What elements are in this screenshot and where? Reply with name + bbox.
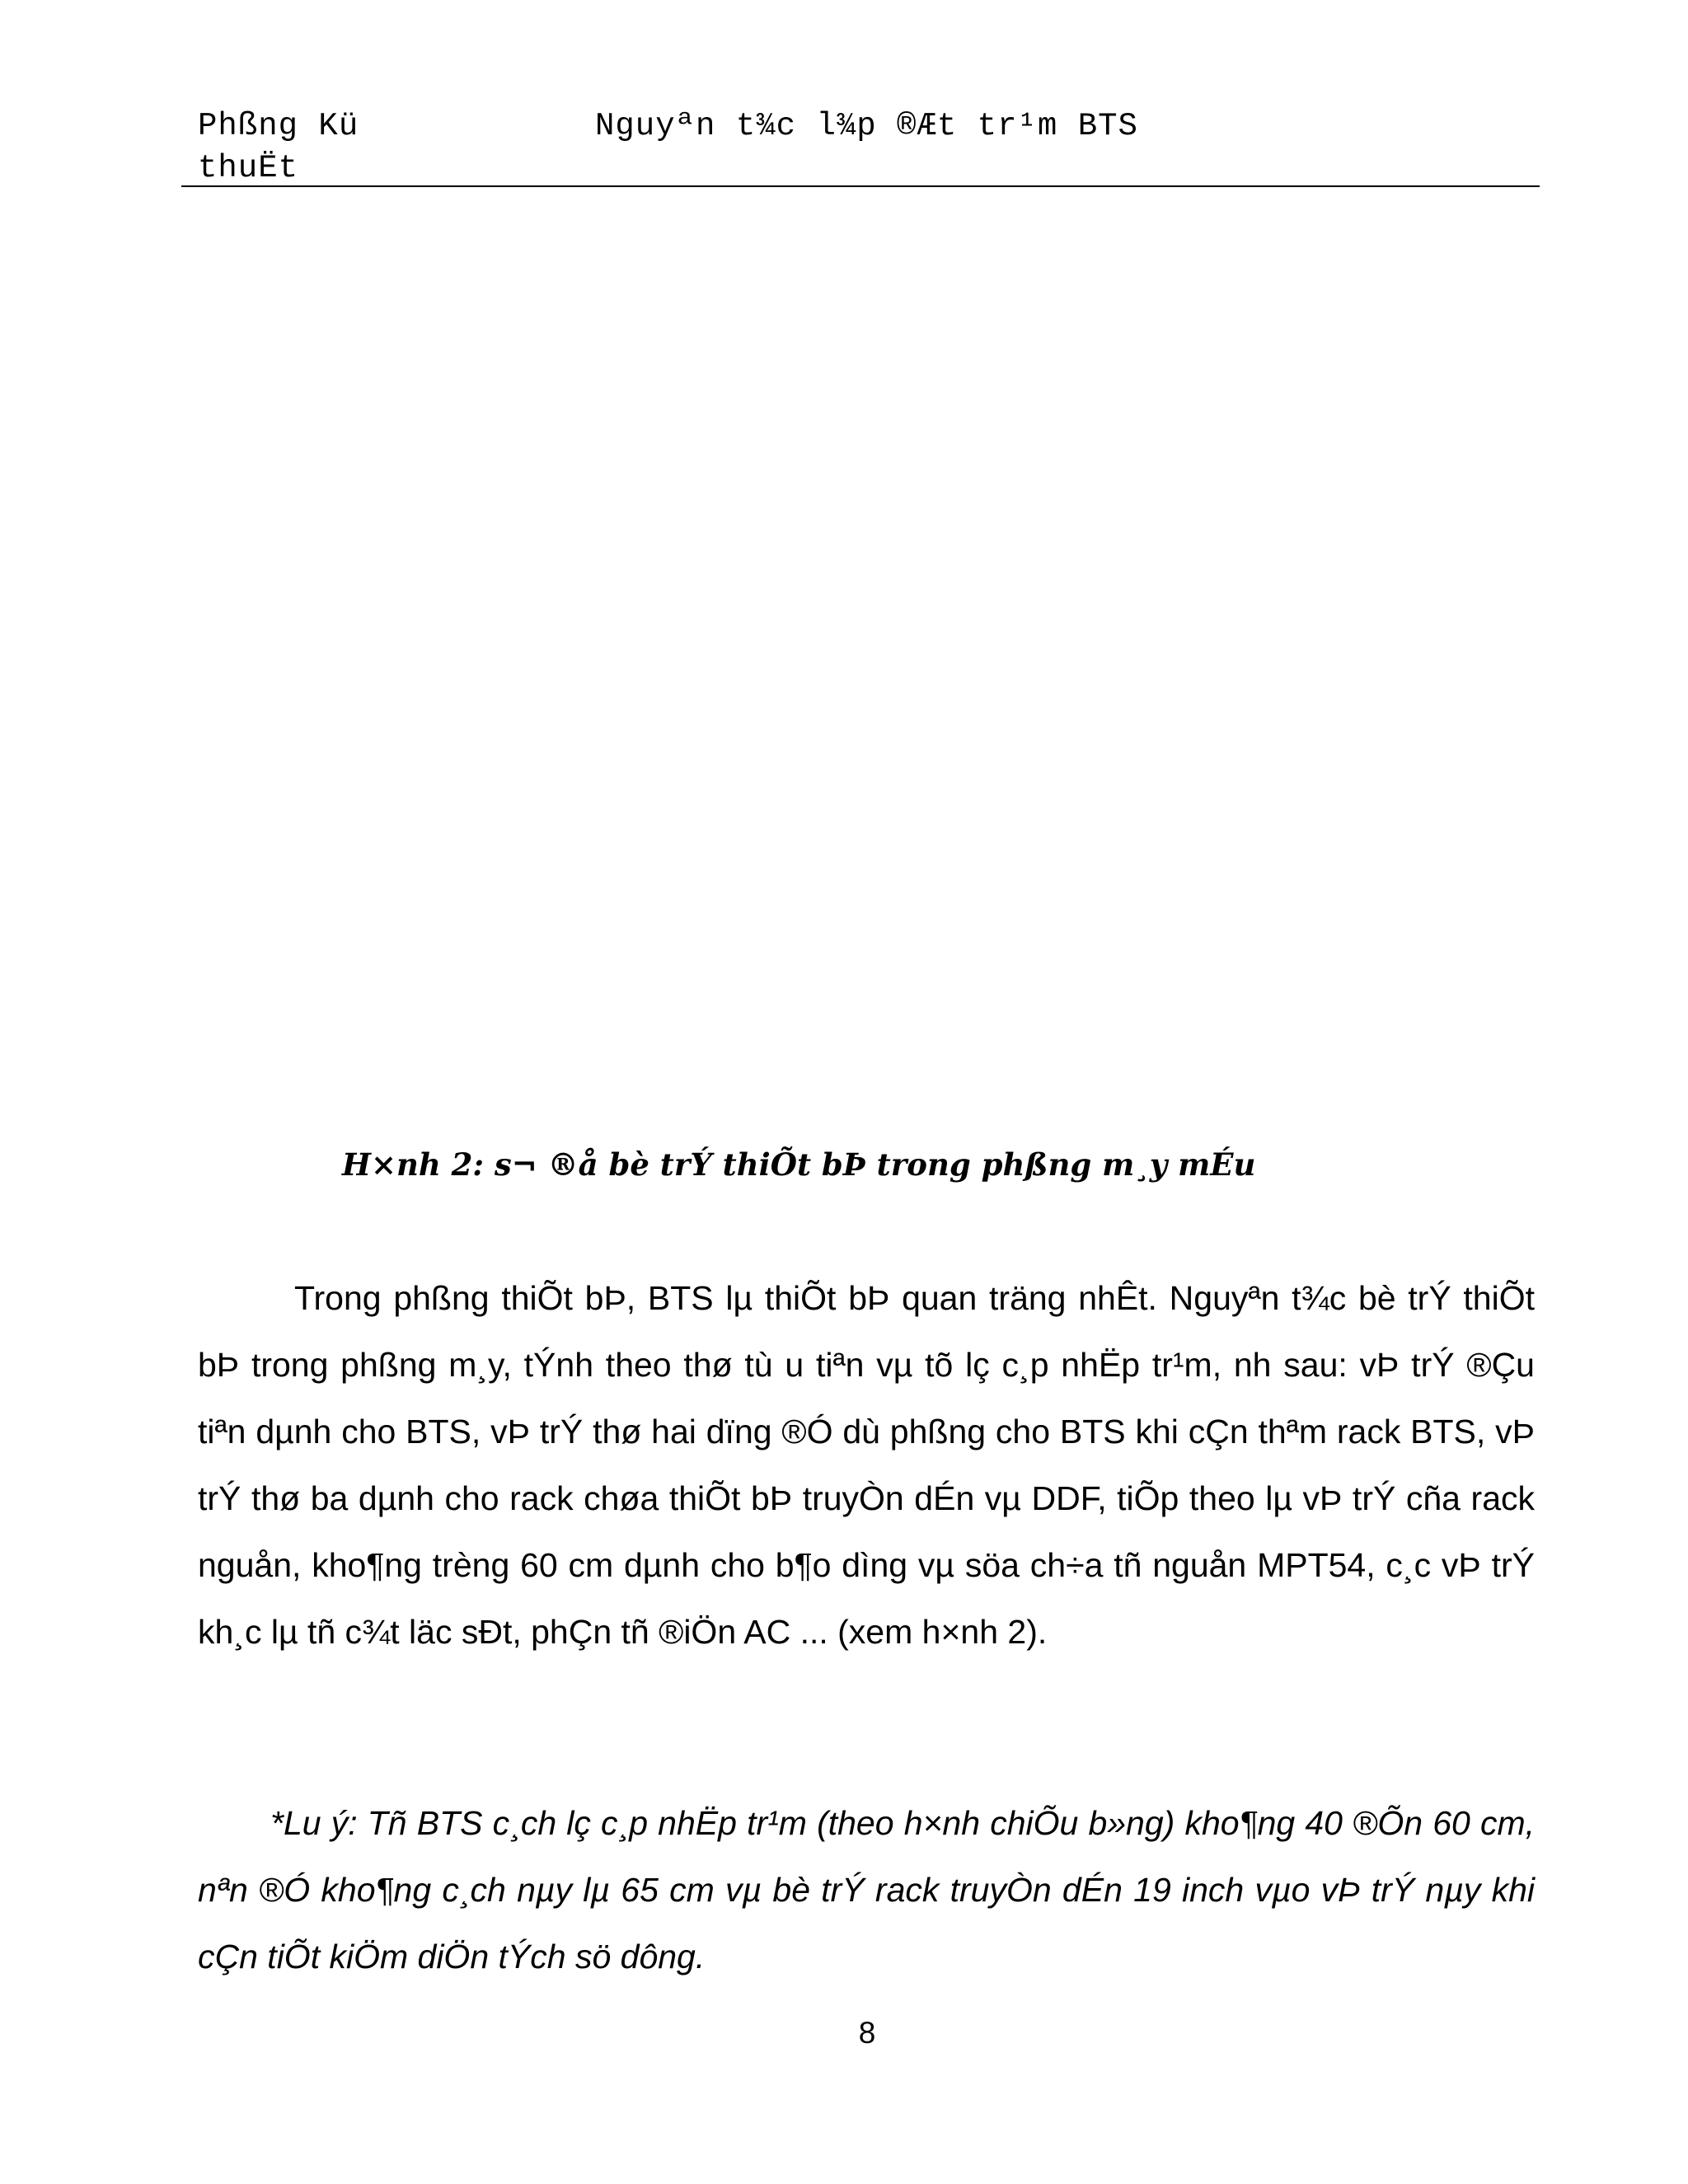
header-divider (181, 185, 1540, 187)
note-paragraph: *Lu ý: Tñ BTS c¸ch lç c¸p nhËp tr¹m (theo h×nh chiÕu b»ng) kho¶ng 40 ®Õn 60 cm, nªn ®Ó kho¶ng c¸ch nµy lµ 65 cm vµ bè trÝ rack truyÒn dÉn 19 inch vµo vÞ trÝ nµy khi cÇn tiÕt kiÖm diÖn tÝch sö dông. (198, 1804, 1535, 1975)
page-number: 8 (858, 2016, 876, 2050)
figure-caption: H×nh 2: s¬ ®å bè trÝ thiÕt bÞ trong phßng m¸y mÉu (342, 1146, 1256, 1183)
body-paragraph: Trong phßng thiÕt bÞ, BTS lµ thiÕt bÞ quan träng nhÊt. Nguyªn t¾c bè trÝ thiÕt bÞ trong phßng m¸y, tÝnh theo thø tù u tiªn vµ tõ lç c¸p nhËp tr¹m, nh sau: vÞ trÝ ®Çu tiªn dµnh cho BTS, vÞ trÝ thø hai dïng ®Ó dù phßng cho BTS khi cÇn thªm rack BTS, vÞ trÝ thø ba dµnh cho rack chøa thiÕt bÞ truyÒn dÉn vµ DDF, tiÕp theo lµ vÞ trÝ cña rack nguån, kho¶ng trèng 60 cm dµnh cho b¶o dìng vµ söa ch÷a tñ nguån MPT54, c¸c vÞ trÝ kh¸c lµ tñ c¾t läc sÐt, phÇn tñ ®iÖn AC ... (xem h×nh 2). (198, 1279, 1535, 1651)
header-department: Phßng Kü thuËt (198, 108, 359, 186)
header-title: Nguyªn t¾c l¾p ®Æt tr¹m BTS (595, 108, 1138, 144)
